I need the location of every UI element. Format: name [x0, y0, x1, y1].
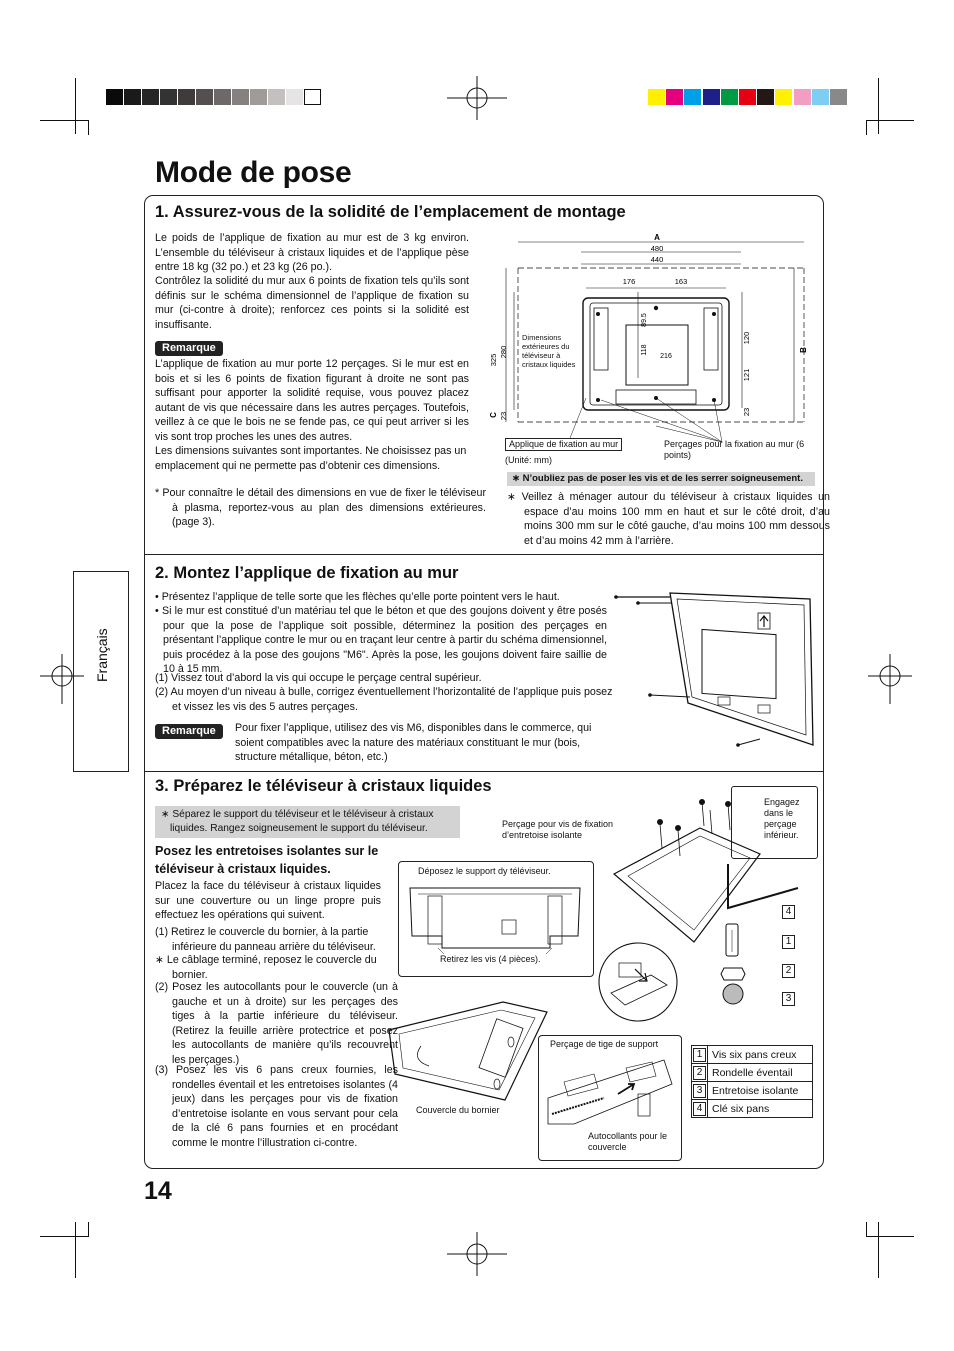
color-swatch [721, 89, 738, 105]
section2-step1: (1) Vissez tout d’abord la vis qui occupe le perçage central supérieur. [155, 672, 482, 684]
dim-480: 480 [650, 244, 664, 253]
section1-footnote: * Pour connaître le détail des dimensions en vue de fixer le téléviseur à plasma, reportez-vous au plan des dimensions extérieures. (page 3). [155, 487, 486, 529]
dim-163: 163 [674, 277, 688, 286]
language-tab [73, 571, 129, 772]
color-swatch [250, 89, 267, 105]
dim-23-right: 23 [742, 407, 751, 417]
section2-remark: Pour fixer l’applique, utilisez des vis M6, disponibles dans le commerce, qui soient compatibles avec la nature des matériaux constituant le mur (bois, structure métallique, béton, etc.) [235, 722, 592, 764]
color-swatch [124, 89, 141, 105]
table-row: 3 Entretoise isolante [692, 1082, 813, 1100]
section3-step1: (1) Retirez le couvercle du bornier, à la partie inférieure du panneau arrière du téléviseur. [155, 926, 376, 953]
section-divider [144, 554, 824, 555]
dim-label-c: C [489, 412, 498, 418]
section-divider [144, 771, 824, 772]
table-row: 4 Clé six pans [692, 1100, 813, 1118]
callout-number: 3 [782, 988, 795, 1006]
section3-step2: (2) Posez les autocollants pour le couvercle (un à gauche et un à droite) sur les perçages des tiges à la partie inférieure du téléviseur. (Retirez la feuille arrière protectrice et posez les autocollants de manière qu’ils recouvrent les perçages.) [155, 981, 398, 1066]
section1-para1: Le poids de l’applique de fixation au mur est de 3 kg environ. L’ensemble du téléviseur à cristaux liquides et de l’applique pèse entre 18 kg (32 po.) et 23 kg (26 po.). [155, 232, 469, 274]
dims-label: Dimensions extérieures du téléviseur à cristaux liquides [522, 333, 576, 369]
color-swatch [268, 89, 285, 105]
color-swatch [178, 89, 195, 105]
section2-bullet2: • Si le mur est constitué d’un matériau tel que le béton et que des goujons doivent y être posés pour que la pose de l’applique soit possible, déterminez la position des perçages en présentant l’applique contre le mur ou en traçant leur centre à partir du schéma dimensionnel, puis procédez à la pose des goujons "M6". Après la pose, les goujons doivent faire saillie de 10 à 15 mm. [155, 605, 607, 676]
color-swatch [739, 89, 756, 105]
dim-121: 121 [742, 368, 751, 382]
section2-heading: 2. Montez l’applique de fixation au mur [155, 564, 459, 582]
sticker-illustration [544, 1054, 676, 1130]
spacer-install-illustration [610, 800, 810, 1000]
page-title: Mode de pose [155, 156, 352, 189]
page-number: 14 [144, 1177, 172, 1205]
tv-back-illustration [385, 1000, 555, 1102]
color-swatch [775, 89, 792, 105]
dim-280: 280 [499, 345, 508, 359]
table-row: 1 Vis six pans creux [692, 1046, 813, 1064]
dim-label-b: B [799, 347, 808, 353]
registration-mark-bottom [447, 1232, 507, 1276]
section2-step2: (2) Au moyen d’un niveau à bulle, corrigez éventuellement l’horizontalité de l’applique puis posez et vissez les vis des 5 autres perçages. [155, 686, 613, 713]
callout-number: 4 [782, 901, 795, 919]
holes-label: Perçages pour la fixation au mur (6 points) [664, 439, 805, 460]
bracket-mounting-illustration [610, 585, 820, 750]
section1-heading: 1. Assurez-vous de la solidité de l’emplacement de montage [155, 203, 626, 221]
language-tab-label: Français [94, 628, 110, 682]
color-swatch [666, 89, 683, 105]
section1-remark2: Les dimensions suivantes sont importantes. Ne choisissez pas un emplacement qui ne permette pas d’obtenir ces dimensions. [155, 445, 467, 472]
remark-badge: Remarque [155, 721, 223, 739]
section3-heading: 3. Préparez le téléviseur à cristaux liquides [155, 777, 492, 795]
section1-para2: Contrôlez la solidité du mur aux 6 points de fixation tels qu’ils sont définis sur le schéma dimensionnel de l’applique de fixation su mur (ci-contre à droite); renforcez ces points si la solidité est insuffisante. [155, 275, 469, 331]
callout-number: 2 [782, 960, 795, 978]
callout-number: 1 [782, 931, 795, 949]
dim-440: 440 [650, 255, 664, 264]
terminal-cover-label: Couvercle du bornier [416, 1105, 500, 1115]
spacing-note: ∗ Veillez à ménager autour du téléviseur à cristaux liquides un espace d’au moins 100 mm en haut et sur le côté droit, d’au moins 300 mm sur le côté gauche, d’au moins 100 mm dessous et d’au moins 42 mm à l’arrière. [507, 491, 830, 547]
bracket-label: Applique de fixation au mur [505, 438, 622, 451]
remark-badge: Remarque [155, 338, 223, 356]
parts-legend-table [691, 1045, 813, 1118]
spacer-hole-label: Perçage pour vis de fixation d’entretoise isolante [502, 819, 614, 840]
color-swatch [830, 89, 847, 105]
table-row: 2 Rondelle éventail [692, 1064, 813, 1082]
section3-step3: (3) Posez les vis 6 pans creux fournies, les rondelles éventail et les entretoises isolantes (4 jeux) dans les perçages pour vis de fixation d’entretoise isolante en vous servant pour cela de la clé 6 pans fournies et en procédant comme le montre l’illustration ci-contre. [155, 1064, 398, 1149]
color-swatch [648, 89, 665, 105]
color-swatch [196, 89, 213, 105]
section3-step1-note: ∗ Le câblage terminé, reposez le couvercle du bornier. [155, 954, 377, 981]
color-swatch [703, 89, 720, 105]
dim-23-left: 23 [499, 411, 508, 421]
engage-label: Engagez dans le perçage inférieur. [764, 797, 800, 840]
registration-mark-right [868, 654, 912, 710]
color-swatch [304, 89, 321, 105]
color-swatch [142, 89, 159, 105]
dim-120: 120 [742, 331, 751, 345]
dim-89-5: 89.5 [641, 313, 648, 327]
dim-118: 118 [641, 344, 648, 356]
color-swatch [106, 89, 123, 105]
section3-intro: Placez la face du téléviseur à cristaux liquides sur une couverture ou un linge propre puis effectuez les opérations qui suivent. [155, 880, 381, 922]
registration-mark-top [447, 76, 507, 120]
dim-325: 325 [489, 353, 498, 367]
stand-removal-label: Déposez le support dy téléviseur. [418, 866, 551, 876]
color-swatch [286, 89, 303, 105]
dim-176: 176 [622, 277, 636, 286]
screws-remove-label: Retirez les vis (4 pièces). [440, 954, 541, 964]
color-swatch [812, 89, 829, 105]
section1-remark1: L’applique de fixation au mur porte 12 perçages. Si le mur est en bois et si les 6 points de fixation figurant à droite ne sont pas suffisant pour apporter la solidité requise, vous pouvez placez autant de vis que nécessaire dans les autres perçages. Toutefois, veillez à ce que le bois ne se fende pas, ce qui peut arriver si les vis sont trop proches les unes des autres. [155, 358, 469, 443]
section2-bullet1: • Présentez l’applique de telle sorte que les flèches qu’elle porte pointent vers le haut. [155, 591, 560, 603]
color-swatch [160, 89, 177, 105]
cover-stickers-label: Autocollants pour le couvercle [588, 1131, 668, 1152]
color-swatch [684, 89, 701, 105]
dim-label-a: A [654, 233, 660, 242]
stand-illustration [402, 882, 588, 954]
unit-label: (Unité: mm) [505, 455, 552, 465]
color-swatch [757, 89, 774, 105]
screw-warning: ∗ N’oubliez pas de poser les vis et de les serrer soigneusement. [507, 472, 815, 486]
color-swatch [214, 89, 231, 105]
color-swatch [794, 89, 811, 105]
section3-note: ∗ Séparez le support du téléviseur et le téléviseur à cristaux liquides. Rangez soigneusement le support du téléviseur. [155, 806, 460, 838]
color-swatch [232, 89, 249, 105]
dim-216: 216 [660, 353, 672, 360]
stand-hole-label: Perçage de tige de support [550, 1039, 659, 1049]
section3-subheading: Posez les entretoises isolantes sur le téléviseur à cristaux liquides. [155, 844, 379, 876]
